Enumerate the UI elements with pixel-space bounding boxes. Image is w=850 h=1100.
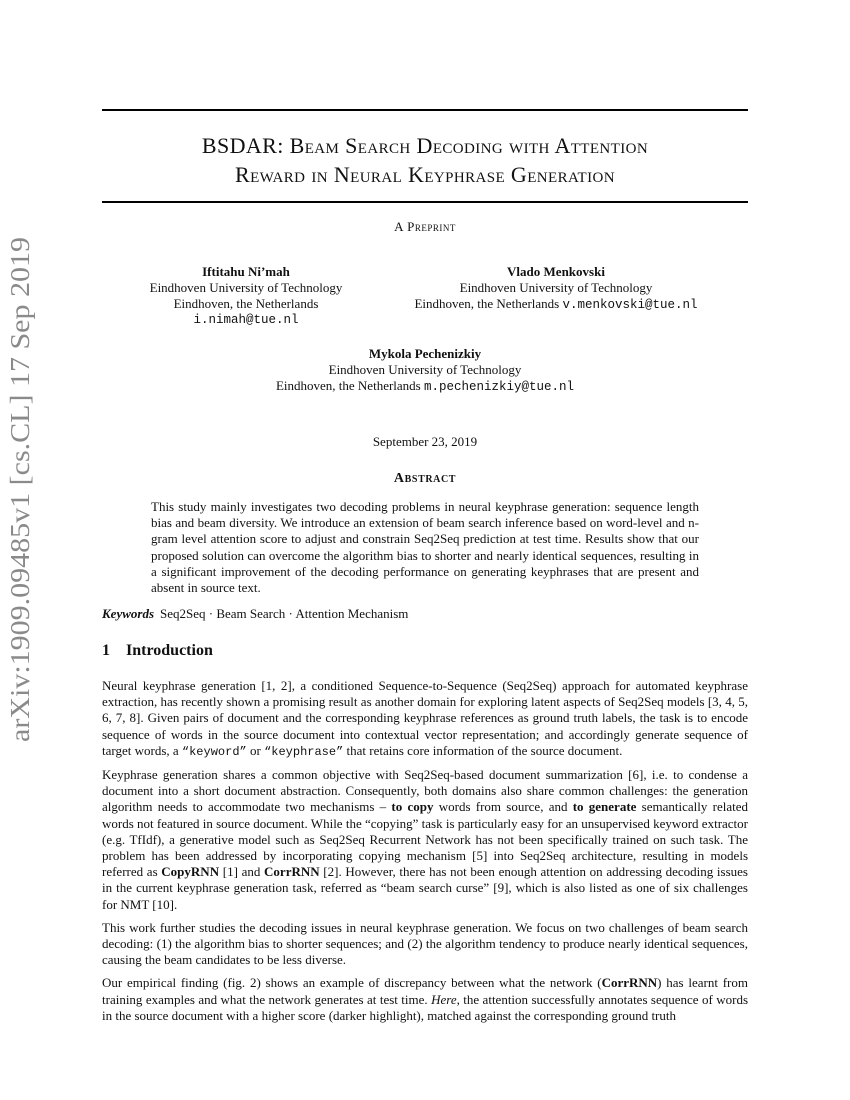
author-affiliation: Eindhoven University of Technology xyxy=(149,280,343,295)
emphasis: to copy xyxy=(391,799,434,815)
author-email[interactable]: m.pechenizkiy@tue.nl xyxy=(423,380,575,394)
inline-code: “keyphrase” xyxy=(264,744,344,759)
keywords-text: Seq2Seq · Beam Search · Attention Mechanism xyxy=(160,606,409,621)
title-bottom-rule xyxy=(102,201,748,203)
abstract-text: This study mainly investigates two decoding problems in neural keyphrase generation: sequence length bias and beam diversity. We introduce an extension of beam search inference based on word-level and n-gram level attention score to adjust and constrain Seq2Seq prediction at test time. Results show that our proposed solution can overcome the algorithm bias to shorter and nearly identical sequences, resulting in a significant improvement of the decoding performance on generating keyphrases that are present and absent in source text. xyxy=(151,499,699,596)
section-heading-introduction xyxy=(102,642,213,660)
inline-code: “keyword” xyxy=(181,744,247,759)
section-title: Introduction xyxy=(126,642,213,659)
model-name: CopyRNN xyxy=(161,864,220,880)
paragraph: Our empirical finding (fig. 2) shows an example of discrepancy between what the network (CorrRNN) has learnt from training examples and what the network generates at test time. Here, the attention successfully annotates sequence of words in the source document with a higher score (darker highlight), matched against the corresponding ground truth xyxy=(102,975,748,1023)
author-affiliation: Eindhoven University of Technology xyxy=(328,362,522,377)
author-block-1 xyxy=(130,264,362,328)
author-email[interactable]: i.nimah@tue.nl xyxy=(193,313,299,327)
paragraph: This work further studies the decoding issues in neural keyphrase generation. We focus on two challenges of beam search decoding: (1) the algorithm bias to shorter sequences; and (2) the algorithm tendency to produce nearly identical sequences, causing the beam candidates to be less diverse. xyxy=(102,919,748,968)
author-location: Eindhoven, the Netherlands xyxy=(275,378,421,393)
model-name: CorrRNN xyxy=(264,864,320,880)
author-location: Eindhoven, the Netherlands xyxy=(173,296,319,311)
emphasis: to generate xyxy=(572,799,637,815)
introduction-body xyxy=(102,678,748,1031)
arxiv-stamp-text: arXiv:1909.09485v1 [cs.CL] 17 Sep 2019 xyxy=(5,287,35,742)
title-line-1: BSDAR: Beam Search Decoding with Attention xyxy=(201,133,649,158)
author-block-2 xyxy=(390,264,722,313)
author-block-3 xyxy=(230,346,620,395)
author-name: Iftitahu Ni’mah xyxy=(202,264,290,279)
model-name: CorrRNN xyxy=(601,975,658,991)
paper-date: September 23, 2019 xyxy=(372,434,478,449)
author-name: Mykola Pechenizkiy xyxy=(368,346,482,361)
preprint-label: A Preprint xyxy=(394,219,456,234)
arxiv-stamp xyxy=(2,230,38,750)
emphasis: Here xyxy=(431,991,457,1007)
abstract-heading: Abstract xyxy=(393,471,457,486)
paragraph: Keyphrase generation shares a common objective with Seq2Seq-based document summarization [6], i.e. to condense a document into a short document abstraction. Consequently, both domains also share common challenges: the generation algorithm needs to accommodate two mechanisms – to copy words from source, and to generate semantically related words not featured in source document. While the “copying” task is particularly easy for an unsupervised keyword extractor (e.g. TfIdf), a generative model such as Seq2Seq Recurrent Network has not been specifically trained on such task. The problem has been addressed by incorporating copying mechanism [5] into Seq2Seq architecture, resulting in models referred as CopyRNN [1] and CorrRNN [2]. However, there has not been enough attention on addressing decoding issues in the current keyphrase generation task, referred as “beam search curse” [9], which is also listed as one of six challenges for NMT [10]. xyxy=(102,767,748,912)
author-name: Vlado Menkovski xyxy=(507,264,605,279)
paper-title xyxy=(102,131,748,189)
author-location: Eindhoven, the Netherlands xyxy=(414,296,560,311)
paragraph: Neural keyphrase generation [1, 2], a conditioned Sequence-to-Sequence (Seq2Seq) approach for automated keyphrase extraction, has recently shown a promising result as another domain for exploring latent aspects of Seq2Seq models [3, 4, 5, 6, 7, 8]. Given pairs of document and the corresponding keyphrase references as ground truth labels, the task is to encode sequence of words in the source document into contextual vector representation; and accordingly generate sequence of target words, a “keyword” or “keyphrase” that retains core information of the source document. xyxy=(102,678,748,759)
keywords-label: Keywords xyxy=(102,606,154,621)
author-affiliation: Eindhoven University of Technology xyxy=(459,280,653,295)
section-number: 1 xyxy=(102,642,110,659)
keywords-line xyxy=(102,606,748,622)
title-top-rule xyxy=(102,109,748,111)
author-email[interactable]: v.menkovski@tue.nl xyxy=(562,298,698,312)
title-line-2: Reward in Neural Keyphrase Generation xyxy=(235,162,615,187)
